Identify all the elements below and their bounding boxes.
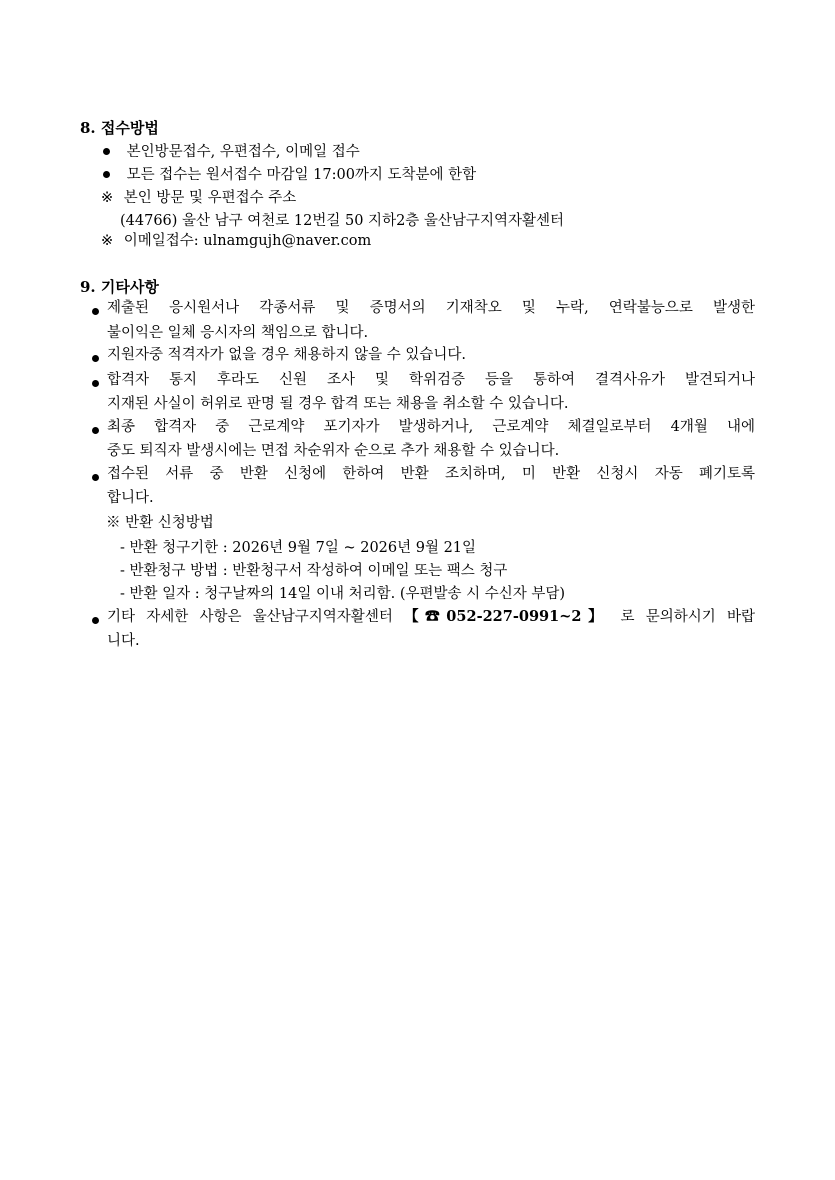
section-8-heading: 8. 접수방법: [80, 119, 159, 137]
bullet-dot-icon: [92, 355, 99, 362]
bullet-dot-icon: [103, 148, 110, 155]
reference-mark-icon: ※: [101, 190, 114, 206]
bullet-dot-icon: [92, 617, 99, 624]
section-9-item-3-line-1: 합격자 통지 후라도 신원 조사 및 학위검증 등을 통하여 결격사유가 발견되거나: [107, 372, 755, 388]
bullet-dot-icon: [92, 380, 99, 387]
section-9-item-2: 지원자중 적격자가 없을 경우 채용하지 않을 수 있습니다.: [107, 347, 467, 363]
return-method-title: ※ 반환 신청방법: [106, 515, 214, 531]
section-9-heading: 9. 기타사항: [80, 278, 159, 296]
reference-mark-icon: ※: [101, 233, 114, 249]
return-date: - 반환 일자 : 청구날짜의 14일 이내 처리함. (우편발송 시 수신자 부담): [120, 586, 566, 602]
return-deadline: - 반환 청구기한 : 2026년 9월 7일 ~ 2026년 9월 21일: [120, 540, 477, 556]
section-9-item-4-line-2: 중도 퇴직자 발생시에는 면접 차순위자 순으로 추가 채용할 수 있습니다.: [107, 443, 560, 459]
bullet-dot-icon: [92, 427, 99, 434]
section-8-item-2: 모든 접수는 원서접수 마감일 17:00까지 도착분에 한함: [103, 165, 476, 185]
return-method: - 반환청구 방법 : 반환청구서 작성하여 이메일 또는 팩스 청구: [120, 563, 508, 579]
contact-line-2: 니다.: [107, 633, 140, 649]
postal-address: (44766) 울산 남구 여천로 12번길 50 지하2층 울산남구지역자활센터: [120, 213, 564, 229]
section-9-item-3-line-2: 지재된 사실이 허위로 판명 될 경우 합격 또는 채용을 취소할 수 있습니다.: [107, 396, 569, 412]
contact-phone: 【☎052-227-0991~2】: [404, 608, 610, 625]
bullet-dot-icon: [103, 171, 110, 178]
address-note: ※ 본인 방문 및 우편접수 주소: [101, 190, 297, 206]
section-9-item-5-line-2: 합니다.: [107, 490, 154, 506]
email-note: ※ 이메일접수: ulnamgujh@naver.com: [101, 233, 372, 249]
section-9-item-5-line-1: 접수된 서류 중 반환 신청에 한하여 반환 조치하며, 미 반환 신청시 자동 폐기토록: [107, 466, 755, 482]
contact-line-1: 기타 자세한 사항은 울산남구지역자활센터 【☎052-227-0991~2】 로 문의하시기 바랍: [107, 608, 755, 625]
section-9-item-1-line-2: 불이익은 일체 응시자의 책임으로 합니다.: [107, 325, 369, 341]
section-9-item-1-line-1: 제출된 응시원서나 각종서류 및 증명서의 기재착오 및 누락, 연락불능으로 발생한: [107, 300, 755, 316]
bullet-dot-icon: [92, 308, 99, 315]
section-8-item-1: 본인방문접수, 우편접수, 이메일 접수: [103, 142, 360, 162]
bullet-dot-icon: [92, 474, 99, 481]
section-9-item-4-line-1: 최종 합격자 중 근로계약 포기자가 발생하거나, 근로계약 체결일로부터 4개월 내에: [107, 419, 755, 435]
